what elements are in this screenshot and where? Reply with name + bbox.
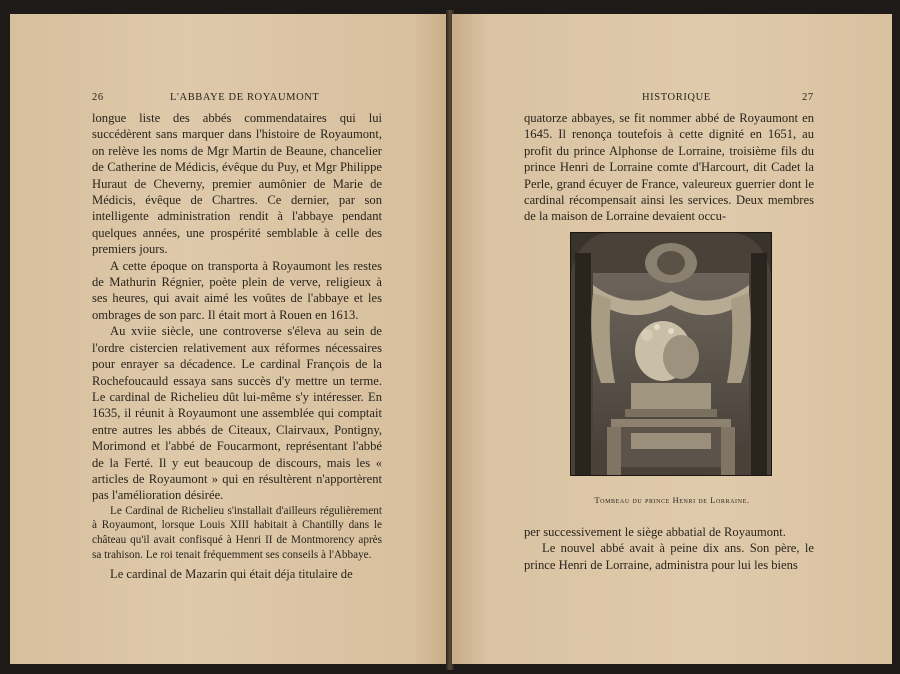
page-number-left: 26 (92, 92, 104, 103)
paragraph: quatorze abbayes, se fit nommer abbé de Royaumont en 1645. Il renonça toutefois à cette dignité en 1651, au profit du prince Alphonse de Lorraine, troisième fils du prince Henri de Lorraine comte d'Harcourt, dit Cadet la Perle, grand écuyer de France, valeureux guerrier dont le cardinal récompensait ainsi les services. Deux membres de la maison de Lorraine devaient occu- (524, 111, 814, 224)
left-text-block (92, 110, 382, 583)
paragraph-small: Le Cardinal de Richelieu s'installait d'ailleurs régulièrement à Royaumont, lorsque Louis XIII habitait à Chantilly dans le château qu'il avait confisqué à Henri II de Montmorency après sa trahison. Le roi tenait fréquemment ses conseils à l'Abbaye. (92, 504, 382, 561)
page-number-right: 27 (802, 92, 814, 103)
running-head-right: HISTORIQUE (642, 92, 711, 103)
paragraph: A cette époque on transporta à Royaumont les restes de Mathurin Régnier, poète plein de verve, religieux à ses heures, qui avait aimé les voûtes de l'abbaye et les ombrages de son parc. Il était mort à Rouen en 1613. (92, 258, 382, 322)
left-page (10, 14, 448, 664)
right-text-top (524, 110, 814, 225)
paragraph: Au xviie siècle, une controverse s'éleva au sein de l'ordre cistercien relativement aux réformes nécessaires pour enrayer sa décadence. Le cardinal François de la Rochefoucauld essaya sans succès d'y mettre un terme. Le cardinal de Richelieu dût lui-même s'y intéresser. En 1635, il réunit à Royaumont une assemblée qui comptait entre autres les abbés de Citeaux, Clairvaux, Pontigny, Morimond et l'abbé de Foucarmont, représentant l'abbé de la Ferté. Il y eut beaucoup de discours, mais les « articles de Royaumont » qui en résultèrent n'apportèrent pas l'amélioration désirée. (92, 324, 382, 503)
paragraph: Le cardinal de Mazarin qui était déja titulaire de (110, 567, 353, 582)
paragraph: Le nouvel abbé avait à peine dix ans. Son père, le prince Henri de Lorraine, administra pour lui les biens (524, 541, 814, 572)
right-page (452, 14, 892, 664)
tomb-engraving-image (570, 232, 772, 476)
paragraph: longue liste des abbés commendataires qui lui succédèrent sans marquer dans l'histoire de Royaumont, on relève les noms de Mgr Martin de Beaune, chancelier de Catherine de Médicis, évêque du Puy, et Mgr Philippe Huraut de Cheverny, premier aumônier de Marie de Médicis, évêque de Chartres. Ce dernier, par son intelligente administration rendit à l'abbaye pendant quelques années, une prospérité semblable à celle des premiers jours. (92, 111, 382, 257)
right-text-bottom (524, 524, 814, 573)
figure-caption: Tombeau du prince Henri de Lorraine. (594, 496, 750, 505)
running-head-left: L'ABBAYE DE ROYAUMONT (170, 92, 320, 103)
paragraph: per successivement le siège abbatial de Royaumont. (524, 525, 786, 539)
